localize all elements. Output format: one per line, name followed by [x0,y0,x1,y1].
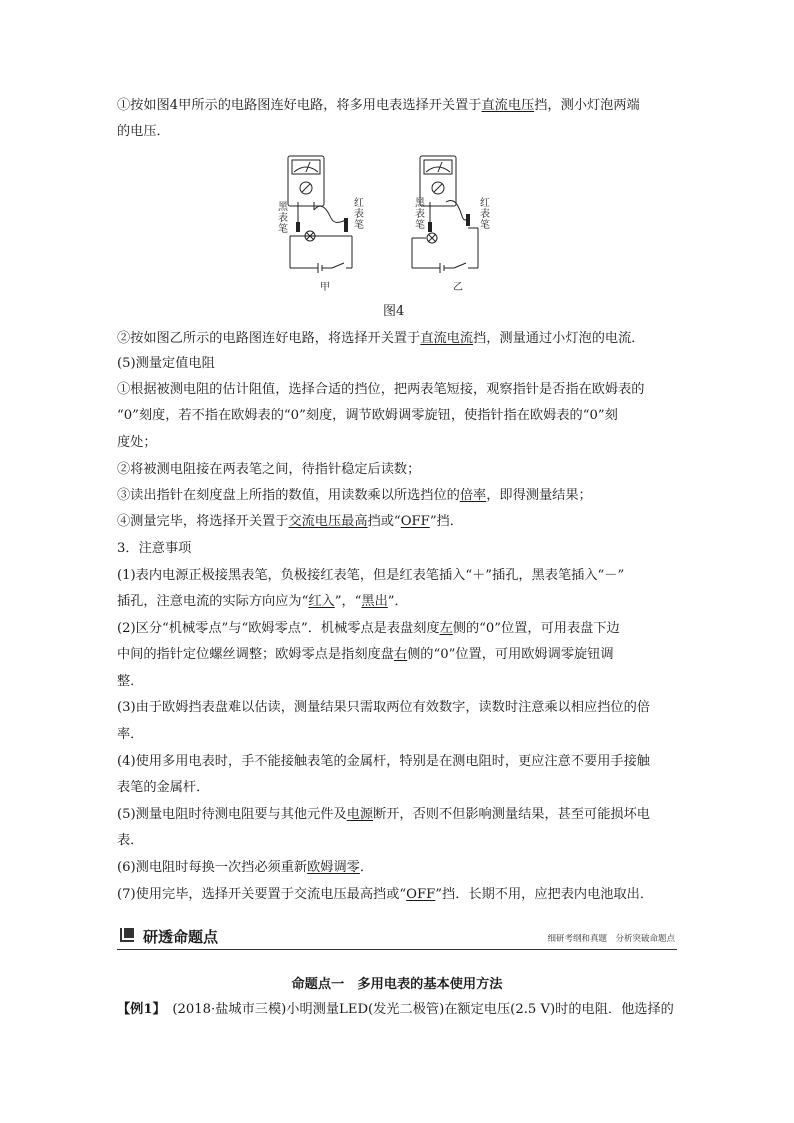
text: 挡或“ [367,514,401,529]
topic-heading: 命题点一 多用电表的基本使用方法 [291,977,503,992]
text: 侧的“0”位置，可用表盘下边 [452,621,620,636]
text: ②按如图乙所示的电路图连好电路，将选择开关置于 [117,331,421,346]
text: (7)使用完毕，选择开关要置于交流电压最高挡或“ [117,887,407,902]
step4-line2: 的电压． [117,124,170,139]
section-note: 细研考纲和真题 分析突破命题点 [547,934,675,944]
underlined-answer: 直流电流 [420,331,474,346]
note1-line1: (1)表内电源正极接黑表笔，负极接红表笔，但是红表笔插入“＋”插孔，黑表笔插入“－” [117,568,625,583]
note2-line2 [117,646,614,664]
underlined-answer: 电源 [346,807,374,822]
underlined-answer: 倍率 [459,488,487,503]
figure-caption: 图4 [383,304,405,319]
text: ”挡． [429,514,463,529]
underlined-answer: 欧姆调零 [307,860,360,875]
underlined-answer: OFF [406,887,436,902]
text: ③读出指针在刻度盘上所指的数值，用读数乘以所选挡位的 [117,488,460,503]
underlined-answer: 左 [439,621,453,636]
section-bracket-icon [120,927,135,942]
text: 挡，测量通过小灯泡的电流． [473,331,645,346]
text: 断开，否则不但影响测量结果，甚至可能损坏电 [373,807,650,822]
red-lead-label-jia: 红表笔 [354,198,364,231]
note7 [117,886,653,904]
text: (5)测量电阻时待测电阻要与其他元件及 [117,807,347,822]
note6 [117,859,373,877]
example-tag: 【例1】 [117,1002,160,1017]
step5-s1-line2: “0”刻度，若不指在欧姆表的“0”刻度，调节欧姆调零旋钮，使指针指在欧姆表的“0”刻 [117,408,618,423]
text: ”． [387,594,408,609]
underlined-answer: 红入 [308,594,335,609]
underlined-answer: OFF [400,514,430,529]
text: ”，“ [334,594,362,609]
note3-line2: 率． [117,727,144,742]
underlined-answer: 直流电压 [481,98,535,113]
note1-line2 [117,593,408,611]
underlined-answer: 交流电压最高 [288,514,368,529]
text: 侧的“0”位置，可用欧姆调零旋钮调 [407,647,614,662]
underlined-answer: 右 [393,647,408,662]
section-title: 研透命题点 [143,928,219,946]
text: ． [359,860,374,875]
text: (6)测电阻时每换一次挡必须重新 [117,860,308,875]
step5-s3 [117,487,592,505]
text: ，即得测量结果； [486,488,592,503]
text: ①按如图4甲所示的电路图连好电路，将多用电表选择开关置于 [117,98,482,113]
note4-line1: (4)使用多用电表时，手不能接触表笔的金属杆，特别是在测电阻时，更应注意不要用手接触 [117,754,650,769]
label-yi: 乙 [453,282,463,293]
note3-line1: (3)由于欧姆挡表盘难以估读，测量结果只需取两位有效数字，读数时注意乘以相应挡位的倍 [117,700,650,715]
example-line [117,1001,674,1019]
red-lead-label-yi: 红表笔 [480,198,490,231]
step5-s4 [117,513,463,531]
note4-line2: 表笔的金属杆． [117,780,210,795]
step4-line1 [117,97,640,115]
note5-line2: 表． [117,833,144,848]
text: 插孔，注意电流的实际方向应为“ [117,594,309,609]
example-text: (2018·盐城市三模)小明测量LED(发光二极管)在额定电压(2.5 V)时的电阻．他选择的 [159,1002,674,1017]
black-lead-label-jia: 黑表笔 [278,202,288,235]
section-header [117,925,677,950]
label-jia: 甲 [320,282,330,293]
note2-line1 [117,620,620,638]
step4b-line [117,330,645,348]
multimeter-circuit-figure [270,150,520,295]
step5-s1-line1: ①根据被测电阻的估计阻值，选择合适的挡位，把两表笔短接，观察指针是否指在欧姆表的 [117,382,645,397]
note2-line3: 整． [117,674,144,689]
step5-s2: ②将被测电阻接在两表笔之间，待指针稳定后读数； [117,462,421,477]
text: 中间的指针定位螺丝调整；欧姆零点是指刻度盘 [117,647,394,662]
text: (2)区分“机械零点”与“欧姆零点”．机械零点是表盘刻度 [117,621,440,636]
step5-title: (5)测量定值电阻 [117,356,215,371]
black-lead-label-yi: 黑表笔 [415,198,425,231]
notes-heading: 3．注意事项 [117,541,192,556]
text: ④测量完毕，将选择开关置于 [117,514,289,529]
step5-s1-line3: 度处； [117,435,157,450]
text: 挡，测小灯泡两端 [534,98,640,113]
underlined-answer: 黑出 [361,594,388,609]
note5-line1 [117,806,650,824]
text: ”挡．长期不用，应把表内电池取出． [435,887,654,902]
